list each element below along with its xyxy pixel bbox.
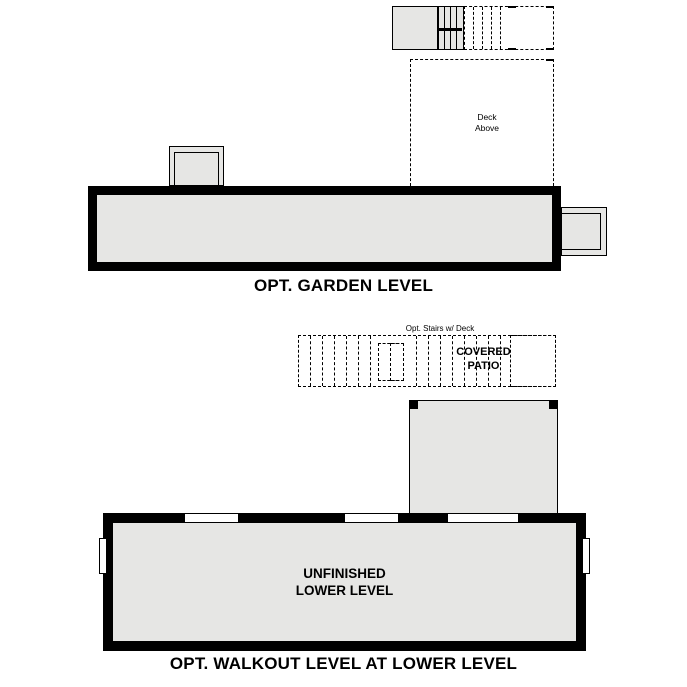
garden-dashed-tread — [500, 7, 501, 49]
walkout-wall-right — [576, 513, 586, 651]
corner-tick — [508, 48, 516, 50]
deck-above-label-line2: Above — [474, 123, 500, 133]
walkout-dashed-tread — [310, 336, 311, 386]
deck-above-corner-tick — [546, 59, 554, 61]
covered-patio-area — [409, 400, 558, 518]
egress-window-left — [99, 538, 107, 574]
unfinished-lower-level-line2: LOWER LEVEL — [295, 583, 394, 598]
walkout-dashed-tread — [358, 336, 359, 386]
garden-wall-left — [88, 186, 97, 271]
walkout-dashed-tread — [370, 336, 371, 386]
deck-above-label-line1: Deck — [477, 112, 497, 122]
garden-wall-top — [88, 186, 561, 195]
garden-wall-right — [552, 186, 561, 271]
deck-above-label — [455, 112, 519, 134]
garden-bumpout-top-opening — [169, 186, 174, 195]
door-opening — [448, 513, 518, 523]
garden-dashed-tread — [491, 7, 492, 49]
garden-level-title: OPT. GARDEN LEVEL — [253, 276, 434, 295]
garden-dashed-tread — [473, 7, 474, 49]
corner-tick — [546, 6, 554, 8]
garden-dashed-stair-area — [464, 6, 554, 50]
covered-patio-label-line2: PATIO — [467, 360, 500, 372]
window-opening — [345, 513, 398, 523]
egress-window-right — [582, 538, 590, 574]
garden-wall-bottom — [88, 262, 561, 271]
patio-post — [549, 400, 558, 409]
garden-upper-landing — [392, 6, 438, 50]
garden-bumpout-top-opening — [219, 186, 224, 195]
unfinished-lower-level-label — [113, 565, 576, 599]
walkout-dashed-tread — [334, 336, 335, 386]
covered-patio-label — [409, 345, 558, 373]
corner-tick — [508, 6, 516, 8]
garden-bumpout-right-inner-line — [561, 213, 601, 250]
walkout-level-plan — [0, 310, 687, 687]
garden-bumpout-right-opening — [552, 207, 561, 212]
walkout-wall-left — [103, 513, 113, 651]
walkout-dashed-tread — [346, 336, 347, 386]
garden-stair-rail — [438, 28, 462, 31]
garden-bumpout-top-inner-line — [174, 152, 219, 186]
walkout-level-title: OPT. WALKOUT LEVEL AT LOWER LEVEL — [169, 654, 518, 673]
unfinished-lower-level-line1: UNFINISHED — [303, 566, 386, 581]
opt-stairs-w-deck-label: Opt. Stairs w/ Deck — [405, 324, 475, 333]
garden-bumpout-right-opening — [552, 251, 561, 256]
walkout-dashed-tread — [322, 336, 323, 386]
covered-patio-label-line1: COVERED — [456, 346, 511, 358]
patio-post — [409, 400, 418, 409]
garden-level-interior — [97, 195, 552, 262]
walkout-wall-bottom — [103, 641, 586, 651]
garden-dashed-tread — [482, 7, 483, 49]
corner-tick — [546, 48, 554, 50]
garden-level-plan — [0, 0, 687, 300]
walkout-stair-landing-inner — [390, 343, 404, 381]
window-opening — [185, 513, 238, 523]
